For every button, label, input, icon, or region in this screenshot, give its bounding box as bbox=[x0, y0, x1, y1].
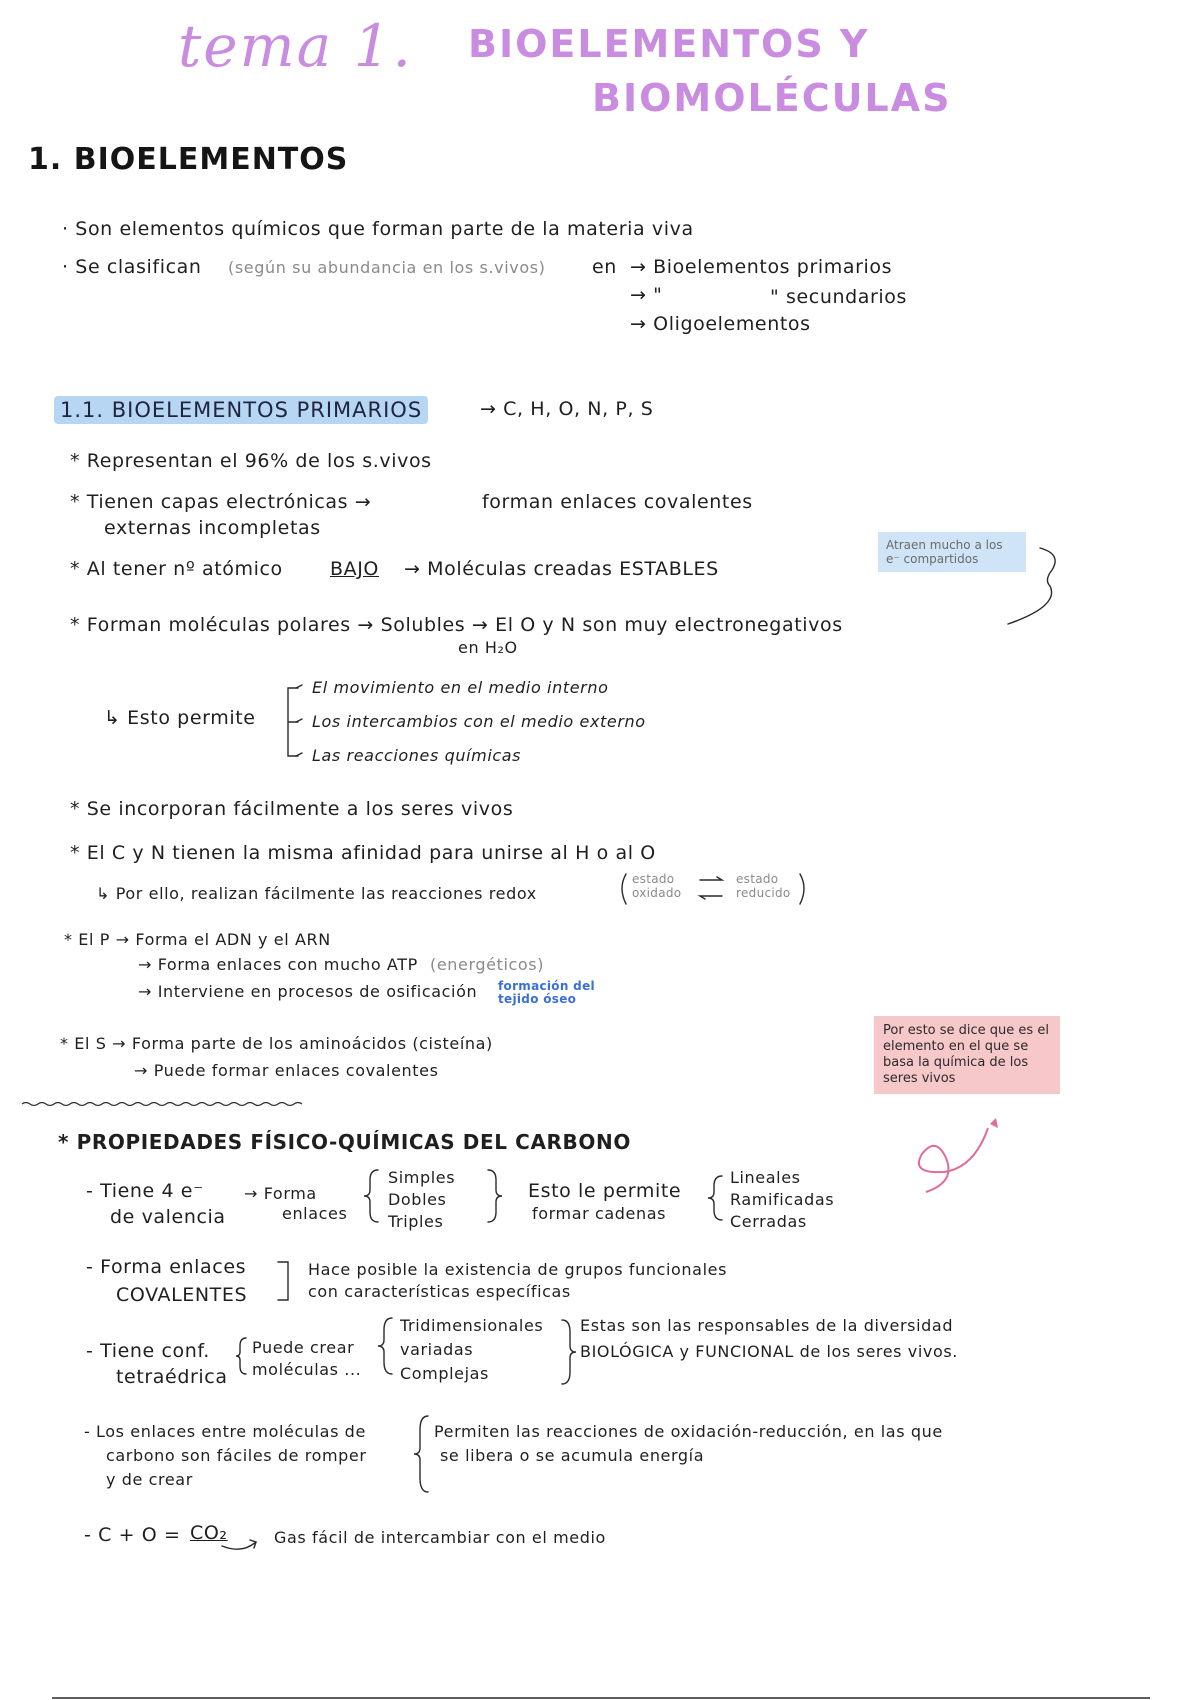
carbono-crear-a: Puede crear bbox=[252, 1338, 355, 1357]
section-heading-bioelementos: 1. BIOELEMENTOS bbox=[28, 142, 349, 177]
class-primarios: → Bioelementos primarios bbox=[630, 256, 893, 278]
carbono-grupos-b: con características específicas bbox=[308, 1282, 571, 1301]
carbono-co2-c: Gas fácil de intercambiar con el medio bbox=[274, 1528, 606, 1547]
carbono-co2-a: - C + O = bbox=[84, 1524, 181, 1546]
enlace-triples: Triples bbox=[388, 1212, 444, 1231]
bullet-fosforo-e: formación del tejido óseo bbox=[498, 979, 595, 1006]
bullet-azufre-b: → Puede formar enlaces covalentes bbox=[134, 1061, 439, 1080]
cadena-cerradas: Cerradas bbox=[730, 1212, 807, 1231]
carbono-forma: → Forma bbox=[244, 1184, 317, 1203]
carbono-valencia-a: - Tiene 4 e⁻ bbox=[86, 1180, 204, 1202]
carbono-heading: * PROPIEDADES FÍSICO-QUÍMICAS DEL CARBONO bbox=[58, 1130, 631, 1154]
bullet-fosforo-c: (energéticos) bbox=[430, 955, 545, 974]
carbono-co2-b: CO₂ bbox=[190, 1522, 228, 1544]
carbono-valencia-b: de valencia bbox=[110, 1206, 226, 1228]
enlace-simples: Simples bbox=[388, 1168, 456, 1187]
cadena-ramificadas: Ramificadas bbox=[730, 1190, 835, 1209]
note-carbono: Por esto se dice que es el elemento en el que se basa la química de los seres vivos bbox=[874, 1016, 1060, 1094]
carbono-enlaces-romper-b: carbono son fáciles de romper bbox=[106, 1446, 367, 1465]
carbono-enlaces: enlaces bbox=[282, 1204, 348, 1223]
carbono-covalentes-b: COVALENTES bbox=[116, 1284, 248, 1306]
class-secundarios-b: " secundarios bbox=[770, 286, 908, 308]
carbono-tetra-a: - Tiene conf. bbox=[86, 1340, 210, 1362]
permite-item-3: Las reacciones químicas bbox=[312, 746, 522, 765]
bullet-atomico-c: → Moléculas creadas ESTABLES bbox=[404, 558, 719, 580]
bullet-capas-c: forman enlaces covalentes bbox=[482, 491, 753, 513]
bullet-atomico-b: BAJO bbox=[330, 558, 379, 580]
bullet-redox: ↳ Por ello, realizan fácilmente las reacciones redox bbox=[96, 884, 537, 903]
bullet-capas-a: * Tienen capas electrónicas → bbox=[70, 491, 372, 513]
intro-line-2c: en bbox=[592, 256, 617, 278]
permite-item-1: El movimiento en el medio interno bbox=[312, 678, 609, 697]
carbono-diversidad-a: Estas son las responsables de la diversidad bbox=[580, 1316, 954, 1335]
carbono-diversidad-b: BIOLÓGICA y FUNCIONAL de los seres vivos. bbox=[580, 1342, 958, 1361]
molecula-complejas: Complejas bbox=[400, 1364, 489, 1383]
note-electronegatividad: Atraen mucho a los e⁻ compartidos bbox=[878, 532, 1026, 572]
class-oligoelementos: → Oligoelementos bbox=[630, 313, 811, 335]
class-secundarios-a: → " bbox=[630, 284, 663, 306]
carbono-enlaces-romper-a: - Los enlaces entre moléculas de bbox=[84, 1422, 366, 1441]
bullet-fosforo-d: → Interviene en procesos de osificación bbox=[138, 982, 478, 1001]
bullet-polares: * Forman moléculas polares → Solubles → El O y N son muy electronegativos bbox=[70, 614, 843, 636]
carbono-enlaces-romper-c: y de crear bbox=[106, 1470, 193, 1489]
permite-item-2: Los intercambios con el medio externo bbox=[312, 712, 646, 731]
carbono-tetra-b: tetraédrica bbox=[116, 1366, 228, 1388]
carbono-redox-a: Permiten las reacciones de oxidación-reducción, en las que bbox=[434, 1422, 943, 1441]
title-line2: BIOMOLÉCULAS bbox=[592, 76, 952, 120]
carbono-crear-b: moléculas ... bbox=[252, 1360, 362, 1379]
bullet-fosforo-b: → Forma enlaces con mucho ATP bbox=[138, 955, 418, 974]
enlace-dobles: Dobles bbox=[388, 1190, 447, 1209]
title-line1: BIOELEMENTOS Y bbox=[468, 22, 870, 66]
bullet-incorporan: * Se incorporan fácilmente a los seres vivos bbox=[70, 798, 514, 820]
carbono-permite: Esto le permite bbox=[528, 1180, 682, 1202]
bullet-representan: * Representan el 96% de los s.vivos bbox=[70, 450, 432, 472]
bullet-afinidad: * El C y N tienen la misma afinidad para unirse al H o al O bbox=[70, 842, 656, 864]
subsection-heading-primarios: 1.1. BIOELEMENTOS PRIMARIOS bbox=[54, 396, 428, 424]
intro-line-2b: (según su abundancia en los s.vivos) bbox=[228, 258, 546, 277]
carbono-grupos-a: Hace posible la existencia de grupos funcionales bbox=[308, 1260, 728, 1279]
bullet-polares-b: en H₂O bbox=[458, 638, 518, 657]
permite-label: ↳ Esto permite bbox=[104, 707, 256, 729]
bullet-capas-b: externas incompletas bbox=[104, 517, 321, 539]
carbono-covalentes-a: - Forma enlaces bbox=[86, 1256, 247, 1278]
bullet-atomico-a: * Al tener nº atómico bbox=[70, 558, 283, 580]
cadena-lineales: Lineales bbox=[730, 1168, 801, 1187]
bullet-azufre-a: * El S → Forma parte de los aminoácidos (cisteína) bbox=[60, 1034, 493, 1053]
intro-line-1: · Son elementos químicos que forman parte de la materia viva bbox=[62, 218, 694, 240]
bullet-fosforo-a: * El P → Forma el ADN y el ARN bbox=[64, 930, 331, 949]
molecula-tridimensionales: Tridimensionales bbox=[400, 1316, 544, 1335]
title-script: tema 1. bbox=[178, 12, 413, 80]
carbono-redox-b: se libera o se acumula energía bbox=[440, 1446, 705, 1465]
redox-reducido: estado reducido bbox=[736, 872, 791, 900]
molecula-variadas: variadas bbox=[400, 1340, 474, 1359]
carbono-cadenas: formar cadenas bbox=[532, 1204, 667, 1223]
redox-oxidado: estado oxidado bbox=[632, 872, 682, 900]
primarios-symbols: → C, H, O, N, P, S bbox=[480, 398, 654, 420]
intro-line-2a: · Se clasifican bbox=[62, 256, 202, 278]
